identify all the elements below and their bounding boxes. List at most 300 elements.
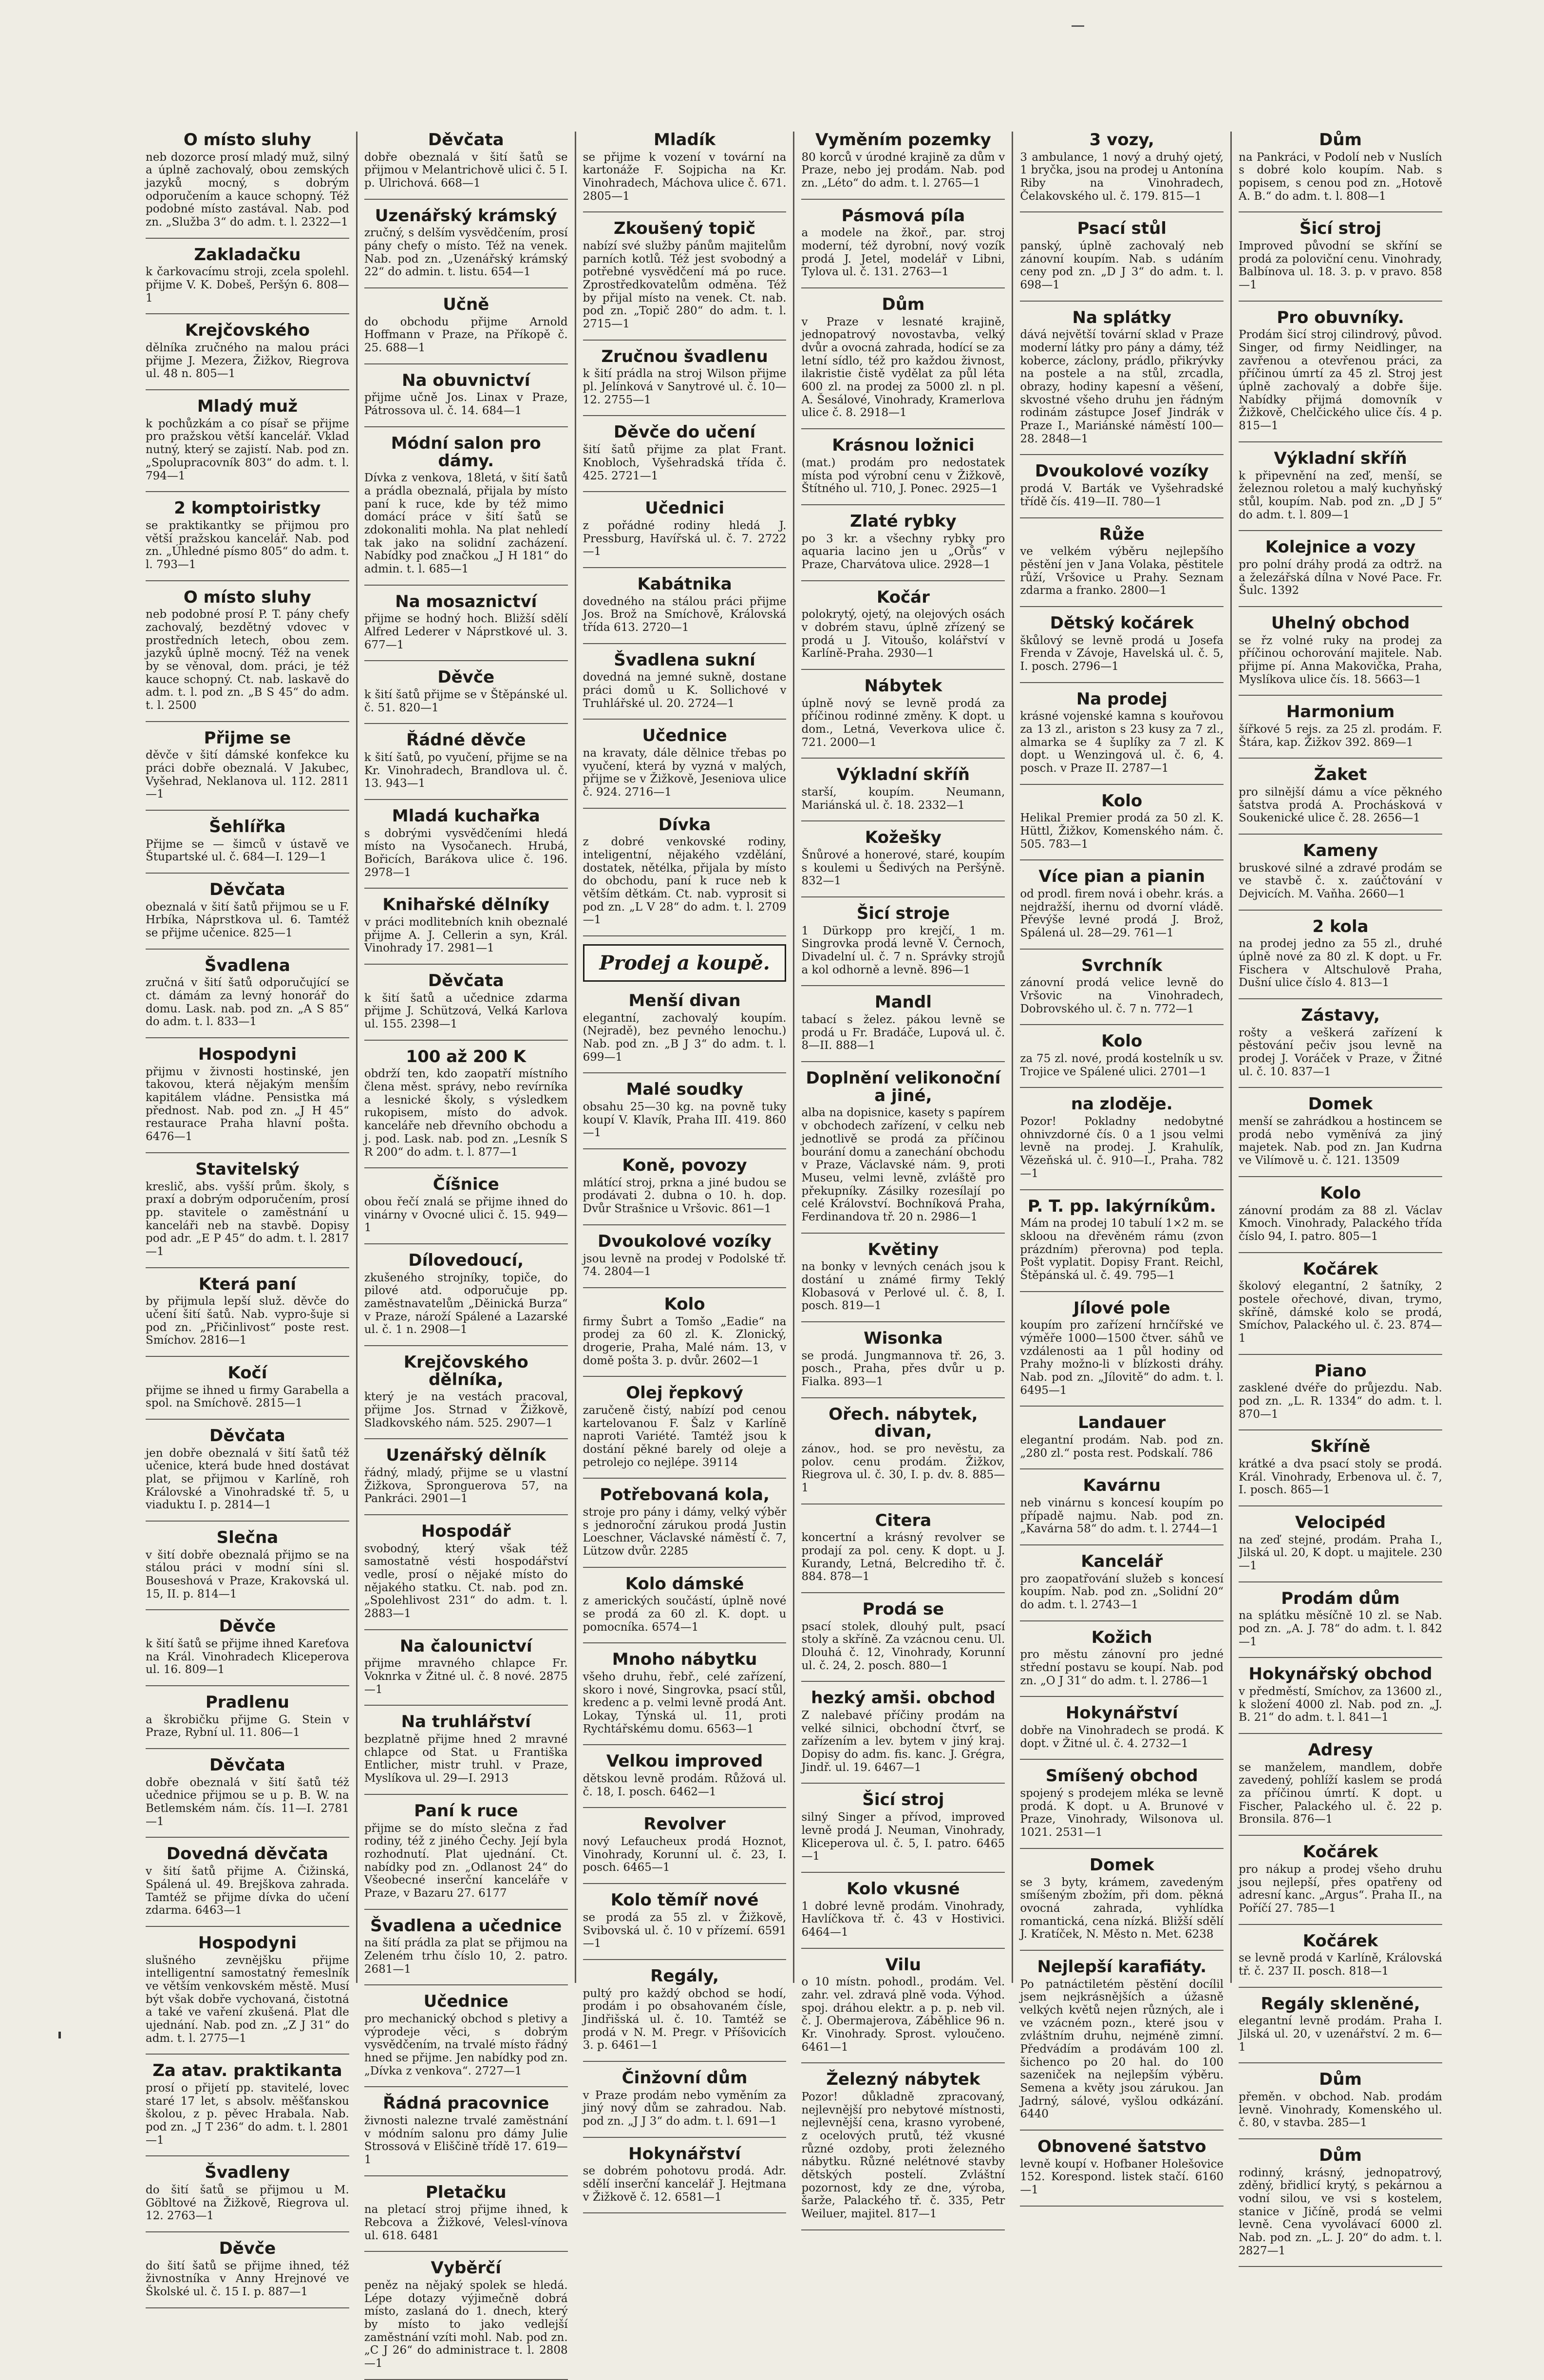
classified-ad xyxy=(583,1486,787,1558)
ad-body: škůlový se levně prodá u Josefa Frenda v Závoje, Havelská ul. č. 5, I. posch. 2796—1 xyxy=(1020,634,1224,673)
ad-divider xyxy=(364,964,568,965)
ad-body: koupím pro zařízení hrnčířské ve výměře 1000—1500 čtver. sáhů ve vzdálenosti aa 1 půl hodiny od Prahy možno-li v blízkosti dráhy. Nab. pod zn. „Jílovitě“ do adm. t. l. 6495—1 xyxy=(1020,1319,1224,1397)
classified-ad xyxy=(364,2095,568,2166)
classified-ad xyxy=(1020,691,1224,775)
ad-heading: hezký amši. obchod xyxy=(811,1688,996,1708)
ad-body: pro mechanický obchod s pletivy a výprodeje věci, s dobrým vysvědčením, na trvalé místo řádný hned se přijme. Jen nabídky pod zn. „Dívka z venkova“. 2727—1 xyxy=(364,2012,568,2077)
ad-body: na Pankráci, v Podolí neb v Nuslích s dobré kolo koupím. Nab. s popisem, s cenou pod zn. „Hotově A. B.“ do adm. t. l. 808—1 xyxy=(1239,151,1442,203)
ad-heading: Zlaté rybky xyxy=(850,511,957,531)
classified-ad xyxy=(1239,1261,1442,1345)
classified-ad xyxy=(801,1881,1005,1939)
ad-heading: Mladá kuchařka xyxy=(392,806,540,826)
ad-heading: Šicí stroje xyxy=(856,904,950,924)
ad-heading: Velocipéd xyxy=(1295,1512,1386,1532)
ad-heading: Pletačku xyxy=(425,2182,507,2202)
ad-body: elegantní prodám. Nab. pod zn. „280 zl.“ posta rest. Podskalí. 786 xyxy=(1020,1433,1224,1460)
ad-body: nabízí své služby pánům majitelům parních kotlů. Též jest svobodný a potřebné vysvědčení má po ruce. Zprostředkovatelům odměna. Též by přijal místo na venek. Ct. nab. pod zn. „Topič 280“ do adm. t. l. 2715—1 xyxy=(583,240,787,331)
ad-heading: Kočárek xyxy=(1302,1842,1378,1862)
ad-body: polokrytý, ojetý, na olejových osách v dobrém stavu, úplně zřízený se prodá u J. Vitoušo, kolářství v Karlíně-Praha. 2930—1 xyxy=(801,608,1005,660)
ad-heading: Mnoho nábytku xyxy=(612,1650,757,1670)
ad-divider xyxy=(583,1807,787,1808)
ad-heading: Hospodyni xyxy=(198,1045,297,1065)
ad-divider xyxy=(1020,1620,1224,1621)
ad-divider xyxy=(364,2086,568,2087)
ad-divider xyxy=(146,580,349,581)
ad-heading: Na splátky xyxy=(1072,307,1171,327)
classified-ad xyxy=(1239,1666,1442,1724)
ad-heading: Na truhlářství xyxy=(401,1712,531,1732)
ad-divider xyxy=(1239,1087,1442,1088)
classified-ad xyxy=(583,348,787,407)
classified-ad xyxy=(1020,957,1224,1016)
ad-heading: Vyměním pozemky xyxy=(815,130,991,150)
ad-heading: Kočárek xyxy=(1302,1931,1378,1951)
ad-divider xyxy=(364,1438,568,1439)
ad-body: Šnůrové a honerové, staré, koupím s koulemi u Šedivých na Peršýně. 832—1 xyxy=(801,849,1005,888)
ad-heading: Děvčata xyxy=(209,880,285,900)
classified-ad xyxy=(801,766,1005,812)
classified-ad xyxy=(364,132,568,190)
ad-divider xyxy=(364,287,568,288)
ad-heading: Dům xyxy=(1319,2070,1362,2090)
ad-divider xyxy=(583,935,787,936)
ad-heading: Dětský kočárek xyxy=(1050,613,1194,633)
ad-heading: Ořech. nábytek, divan, xyxy=(828,1404,978,1442)
classified-ad xyxy=(1239,1096,1442,1167)
ad-heading: Paní k ruce xyxy=(414,1801,518,1821)
ad-divider xyxy=(1239,910,1442,911)
ad-divider xyxy=(1239,1835,1442,1836)
ad-divider xyxy=(146,2054,349,2055)
classified-ad xyxy=(801,2071,1005,2220)
classified-ad xyxy=(1239,1185,1442,1243)
ad-divider xyxy=(364,2379,568,2380)
ad-heading: Mladý muž xyxy=(197,397,298,417)
ad-divider xyxy=(801,1948,1005,1949)
ad-heading: Psací stůl xyxy=(1077,219,1167,239)
ad-heading: Revolver xyxy=(643,1814,726,1834)
ad-body: Mám na prodej 10 tabulí 1×2 m. se skloou na dřevěném rámu (zvon prázdním) přerovna) pod tepla. Pošt vyplatit. Dopisy Frant. Reichl, Štěpánská ul. č. 49. 795—1 xyxy=(1020,1217,1224,1282)
ad-body: všeho druhu, řebř., celé zařízení, skoro i nové, Singrovka, psací stůl, kredenc a p. velmi levně prodá Ant. Lokay, Týnská ul. 11, proti Rychtářskému domu. 6563—1 xyxy=(583,1671,787,1735)
ad-divider xyxy=(801,504,1005,505)
ad-divider xyxy=(583,1567,787,1568)
classified-ad xyxy=(146,1618,349,1676)
ad-heading: Dvoukolové vozíky xyxy=(598,1231,772,1251)
ad-body: na zeď stejné, prodám. Praha I., Jilská ul. 20, K dopt. u majitele. 230—1 xyxy=(1239,1533,1442,1573)
ad-body: pro nákup a prodej všeho druhu jsou nejlepší, přes opatřeny od adresní kanc. „Argus“. Praha II., na Poříčí 27. 785—1 xyxy=(1239,1863,1442,1915)
ad-heading: Nejlepší karafiáty. xyxy=(1037,1957,1207,1977)
ad-heading: 2 komptoiristky xyxy=(174,498,321,518)
classified-ad xyxy=(583,132,787,203)
ad-divider xyxy=(364,1629,568,1630)
ad-heading: Švadleny xyxy=(205,2163,290,2183)
ad-heading: Obnovené šatstvo xyxy=(1037,2136,1206,2156)
ad-divider xyxy=(1020,211,1224,212)
classified-ad xyxy=(801,1241,1005,1313)
ad-body: a modele na žkoř., par. stroj moderní, též dyrobní, nový vozík prodá J. Jetel, modelář v Libni, Tylova ul. č. 131. 2763—1 xyxy=(801,227,1005,279)
ad-body: řádný, mladý, přijme se u vlastní Žižkova, Spronguerova 57, na Pankráci. 2901—1 xyxy=(364,1466,568,1505)
ad-divider xyxy=(583,491,787,492)
classified-ad xyxy=(146,1694,349,1739)
ad-body: firmy Šubrt a Tomšo „Eadie“ na prodej za 60 zl. K. Zlonický, drogerie, Praha, Malé nám. 13, v domě pošta 3. p. dvůr. 2602—1 xyxy=(583,1315,787,1367)
ad-heading: O místo sluhy xyxy=(183,587,311,607)
ad-divider xyxy=(364,1909,568,1910)
classified-ad xyxy=(1239,1007,1442,1078)
ad-body: dobře obeznalá v šití šatů též učednice přijmou se u p. B. W. na Betlemském nám. čís. 11—I. 2781—1 xyxy=(146,1776,349,1828)
ad-body: zasklené dvéře do průjezdu. Nab. pod zn. „L. R. 1334“ do adm. t. l. 870—1 xyxy=(1239,1382,1442,1421)
ad-body: se prodá za 55 zl. v Žižkově, Svibovská ul. č. 10 v přízemí. 6591—1 xyxy=(583,1911,787,1950)
ad-body: k šití šatů se přijme ihned Kareťova na Král. Vinohradech Kliceperova ul. 16. 809—1 xyxy=(146,1637,349,1676)
column-5 xyxy=(1013,130,1232,2196)
ad-divider xyxy=(146,1926,349,1927)
ad-body: děvče v šití dámské konfekce ku práci dobře obeznalá. V Jakubec, Vyšehrad, Neklanova ul. 112. 2811—1 xyxy=(146,749,349,801)
ad-divider xyxy=(1239,1429,1442,1430)
ad-divider xyxy=(364,1243,568,1244)
ad-divider xyxy=(364,1167,568,1168)
ad-body: do šití šatů se přijme ihned, též živnostníka v Anny Hrejnové ve Školské ul. č. 15 I. p. 887—1 xyxy=(146,2259,349,2299)
ad-body: spojený s prodejem mléka se levně prodá. K dopt. u A. Brunové v Praze, Vinohrady, Wilsonova ul. 1021. 2531—1 xyxy=(1020,1787,1224,1839)
ad-divider xyxy=(364,1705,568,1706)
ad-heading: Švadlena xyxy=(205,955,290,975)
ad-divider xyxy=(583,1376,787,1377)
classified-ad xyxy=(1239,1996,1442,2054)
ad-heading: Mladík xyxy=(654,130,716,150)
ad-heading: P. T. pp. lakýrníkům. xyxy=(1027,1196,1216,1216)
ad-divider xyxy=(1239,441,1442,442)
ad-heading: Vyběrčí xyxy=(431,2258,501,2278)
classified-ad xyxy=(1239,1363,1442,1421)
classified-ad xyxy=(146,2062,349,2147)
ad-heading: Na čalounictví xyxy=(399,1636,532,1656)
ad-divider xyxy=(801,1397,1005,1398)
ad-heading: Učednici xyxy=(645,498,724,518)
ad-heading: Landauer xyxy=(1078,1413,1166,1433)
classified-ad xyxy=(364,1252,568,1336)
classified-ad xyxy=(1239,2147,1442,2257)
ad-heading: Dvoukolové vozíky xyxy=(1035,461,1209,481)
classified-ad xyxy=(364,296,568,355)
ad-divider xyxy=(146,238,349,239)
ad-heading: Hokynářský obchod xyxy=(1248,1664,1432,1684)
classified-ad xyxy=(801,1690,1005,1774)
classified-ad xyxy=(364,208,568,279)
ad-heading: Regály skleněné, xyxy=(1261,1994,1420,2014)
ad-divider xyxy=(146,1152,349,1153)
ad-body: krásné vojenské kamna s kouřovou za 13 zl., ariston s 23 kusy za 7 zl., almarka se 4 šuplíky za 7 zl. K dopt. u Wenzingová ul. č. 6, 4. posch. v Praze II. 2787—1 xyxy=(1020,710,1224,775)
ad-heading: na zloděje. xyxy=(1071,1094,1173,1114)
classified-ad xyxy=(364,1447,568,1505)
classified-ad xyxy=(583,817,787,927)
ad-heading: Svrchník xyxy=(1081,955,1163,975)
classified-ad xyxy=(583,576,787,634)
ad-divider xyxy=(146,2307,349,2308)
ad-divider xyxy=(801,1592,1005,1593)
classified-ad xyxy=(583,2070,787,2128)
ad-divider xyxy=(1020,1696,1224,1697)
ad-body: obeznalá v šití šatů přijmou se u F. Hrbíka, Náprstkova ul. 6. Tamtéž se přijme učenice. 825—1 xyxy=(146,900,349,940)
classified-ad xyxy=(583,1651,787,1735)
ad-heading: Která paní xyxy=(198,1274,297,1294)
classified-ad xyxy=(146,1846,349,1917)
ad-divider xyxy=(583,808,787,809)
ad-heading: Číšnice xyxy=(433,1175,499,1195)
classified-ad xyxy=(1239,704,1442,749)
classified-ad xyxy=(1239,1742,1442,1826)
classified-ad xyxy=(801,437,1005,495)
ad-divider xyxy=(364,2251,568,2252)
classified-ad xyxy=(801,1406,1005,1495)
ad-heading: Zkoušený topič xyxy=(613,219,756,239)
ad-heading: Děvčata xyxy=(428,971,504,991)
ad-heading: Smíšený obchod xyxy=(1045,1766,1198,1786)
ad-divider xyxy=(1020,1848,1224,1849)
ad-divider xyxy=(583,415,787,416)
ad-body: psací stolek, dlouhý pult, psací stoly a skříně. Za vzácnou cenu. Ul. Dlouhá č. 12, Vinohrady, Korunní ul. č. 24, 2. posch. 880—1 xyxy=(801,1620,1005,1672)
ad-body: zručná v šití šatů odporučující se ct. dámám za levný honorář do domu. Lask. nab. pod zn. „A S 85“ do adm. t. l. 833—1 xyxy=(146,976,349,1028)
ad-body: zručný, s delším vysvědčením, prosí pány chefy o místo. Též na venek. Nab. pod zn. „Uzenářský krámský 22“ do admin. t. listu. 654—1 xyxy=(364,227,568,279)
classified-ad xyxy=(1020,615,1224,673)
classified-ad xyxy=(583,727,787,799)
ad-divider xyxy=(146,721,349,722)
classified-ad xyxy=(364,732,568,790)
classified-ad xyxy=(1020,1477,1224,1536)
classified-ad xyxy=(1020,526,1224,597)
classified-ad xyxy=(364,1803,568,1900)
classified-ad xyxy=(364,1918,568,1976)
ad-body: krátké a dva psací stoly se prodá. Král. Vinohrady, Erbenova ul. č. 7, I. posch. 865—1 xyxy=(1239,1457,1442,1497)
ad-body: dovedného na stálou práci přijme Jos. Brož na Smíchově, Královská třída 613. 2720—1 xyxy=(583,595,787,634)
ad-body: pro silnější dámu a více pěkného šatstva prodá A. Prochásková v Soukenické ulice č. 28. 2656—1 xyxy=(1239,785,1442,825)
ad-body: obsahu 25—30 kg. na povně tuky koupí V. Klavík, Praha III. 419. 860—1 xyxy=(583,1101,787,1140)
classified-columns xyxy=(139,130,1449,2370)
ad-body: se levně prodá v Karlíně, Královská tř. č. 237 II. posch. 818—1 xyxy=(1239,1952,1442,1978)
ad-body: se dobrém pohotovu prodá. Adr. sdělí inserční kancelář J. Hejtmana v Žižkově č. 12. 6581—1 xyxy=(583,2165,787,2204)
ad-divider xyxy=(801,896,1005,897)
classified-ad xyxy=(801,1957,1005,2054)
classified-ad xyxy=(801,589,1005,660)
ad-divider xyxy=(146,1356,349,1357)
ad-body: přeměn. v obchod. Nab. prodám levně. Vinohrady, Komenského ul. č. 80, v stavba. 285—1 xyxy=(1239,2090,1442,2130)
ad-divider xyxy=(583,719,787,720)
ad-body: rošty a veškerá zařízení k pěstování pečiv jsou levně na prodej J. Voráček v Praze, v Žitné ul. č. 10. 837—1 xyxy=(1239,1026,1442,1078)
classified-ad xyxy=(364,1176,568,1235)
ad-divider xyxy=(146,1419,349,1420)
ad-heading: Zakladačku xyxy=(194,245,301,265)
ad-divider xyxy=(801,2229,1005,2230)
ad-divider xyxy=(583,2212,787,2213)
ad-heading: Domek xyxy=(1089,1855,1154,1875)
ad-divider xyxy=(146,1837,349,1838)
ad-divider xyxy=(801,428,1005,429)
ad-body: přijme mravného chlapce Fr. Voknrka v Žitné ul. č. 8 nové. 2875—1 xyxy=(364,1657,568,1696)
ad-divider xyxy=(364,1984,568,1985)
classified-ad xyxy=(364,669,568,714)
ad-body: živnosti nalezne trvalé zaměstnání v módním salonu pro dámy Julie Strossová v Eliščině třídě 17. 619—1 xyxy=(364,2114,568,2166)
ad-heading: Nábytek xyxy=(864,676,942,696)
ad-heading: Olej řepkový xyxy=(626,1383,743,1403)
ad-divider xyxy=(583,211,787,212)
ad-body: k připevnění na zeď, menší, se železnou roletou a malý kuchyňský stůl, koupím. Nab. pod zn. „D J 5“ do adm. t. l. 809—1 xyxy=(1239,469,1442,521)
ad-heading: Krásnou ložnici xyxy=(832,436,975,456)
ad-divider xyxy=(801,2062,1005,2063)
ad-divider xyxy=(801,1233,1005,1234)
ad-body: Přijme se — šimců v ústavě ve Štupartské ul. č. 684—I. 129—1 xyxy=(146,838,349,864)
ad-heading: 3 vozy, xyxy=(1089,130,1154,150)
ad-heading: Kočí xyxy=(227,1363,267,1383)
ad-body: z dobré venkovské rodiny, inteligentní, nějakého vzdělání, dostatek, nětélka, přijala by místo do obchodu, paní k ruce neb k větším dětkám. Ct. nab. vyprosit si pod zn. „L V 28“ do adm. t. l. 2709—1 xyxy=(583,836,787,927)
ad-divider xyxy=(583,340,787,341)
ad-divider xyxy=(801,580,1005,581)
ad-body: se přijme k vození v tovární na kartonáže F. Sojpicha na Kr. Vinohradech, Máchova ulice č. 671. 2805—1 xyxy=(583,151,787,203)
classified-ad xyxy=(1239,1933,1442,1978)
ad-divider xyxy=(146,1609,349,1610)
ad-body: do obchodu přijme Arnold Hoffmann v Praze, na Příkopě č. 25. 688—1 xyxy=(364,315,568,355)
classified-ad xyxy=(1020,868,1224,939)
ad-divider xyxy=(801,1321,1005,1322)
classified-ad xyxy=(146,322,349,381)
classified-ad xyxy=(583,424,787,482)
classified-ad xyxy=(801,1512,1005,1583)
ad-divider xyxy=(801,1783,1005,1784)
classified-ad xyxy=(1020,1300,1224,1397)
classified-ad xyxy=(364,1714,568,1785)
ad-divider xyxy=(1239,530,1442,531)
ad-divider xyxy=(801,985,1005,986)
classified-ad xyxy=(583,1576,787,1634)
ad-divider xyxy=(364,585,568,586)
ad-heading: Knihařské dělníky xyxy=(382,895,550,915)
ad-divider xyxy=(364,660,568,661)
ad-body: Dívka z venkova, 18letá, v šití šatů a prádla obeznalá, přijala by místo paní k ruce, kde by též mimo domácí práce v šití šatů se zdokonaliti mohla. Na plat nehledí tak jako na solidní zacházení. Nabídky pod značkou „J H 181“ do admin. t. l. 685—1 xyxy=(364,472,568,575)
ad-body: na pletací stroj přijme ihned, k Rebcova a Žižkové, Velesl-vínova ul. 618. 6481 xyxy=(364,2203,568,2242)
classified-ad xyxy=(146,730,349,801)
ad-divider xyxy=(1020,1544,1224,1545)
classified-ad xyxy=(1020,1768,1224,1839)
margin-mark xyxy=(58,2032,61,2038)
ad-body: by přijmula lepší služ. děvče do učení šití šatů. Nab. vypro-šuje si pod zn. „Přičinlivost“ poste rest. Smíchov. 2816—1 xyxy=(146,1295,349,1347)
classified-ad xyxy=(801,1330,1005,1389)
ad-body: se manželem, mandlem, dobře zavedený, pohlíží kaslem se prodá za příčinou úmrtí. K dopt. u Fischer, Palackého ul. č. 22 p. Bronsila. 876—1 xyxy=(1239,1761,1442,1826)
ad-heading: Koně, povozy xyxy=(622,1156,747,1176)
classified-ad xyxy=(1020,1198,1224,1282)
classified-ad xyxy=(801,1070,1005,1223)
ad-body: z amerických součástí, úplně nové se prodá za 60 zl. K. dopt. u pomocníka. 6574—1 xyxy=(583,1595,787,1634)
column-2 xyxy=(358,130,576,2370)
classified-ad xyxy=(1239,450,1442,521)
ad-body: na prodej jedno za 55 zl., druhé úplně nové za 80 zl. K dopt. u Fr. Fischera v Altschulově Praha, Dušní ulice číslo 4. 813—1 xyxy=(1239,937,1442,990)
ad-body: neb vinárnu s koncesí koupím po případě najmu. Nab. pod zn. „Kavárna 58“ do adm. t. l. 2744—1 xyxy=(1020,1496,1224,1536)
ad-heading: Prodá se xyxy=(862,1599,944,1619)
ad-heading: Skříně xyxy=(1310,1437,1371,1457)
ad-divider xyxy=(364,426,568,427)
classified-ad xyxy=(364,2184,568,2243)
ad-divider xyxy=(1020,1189,1224,1190)
ad-divider xyxy=(583,2061,787,2062)
ad-heading: Za atav. praktikanta xyxy=(152,2061,342,2081)
classified-ad xyxy=(801,1791,1005,1863)
ad-body: nový Lefaucheux prodá Hoznot, Vinohrady, Korunní ul. č. 23, I. posch. 6465—1 xyxy=(583,1835,787,1874)
ad-divider xyxy=(583,1883,787,1884)
ad-divider xyxy=(583,1224,787,1225)
ad-divider xyxy=(1239,1987,1442,1988)
ad-divider xyxy=(1020,1024,1224,1025)
classified-ad xyxy=(801,513,1005,571)
ad-body: starší, koupím. Neumann, Mariánská ul. č. 18. 2332—1 xyxy=(801,785,1005,812)
classified-ad xyxy=(364,435,568,576)
ad-body: ve velkém výběru nejlepšího pěstění jen v Jana Volaka, pěstitele růží, Vršovice u Prahy. Seznam zdarma a franko. 2800—1 xyxy=(1020,545,1224,597)
ad-divider xyxy=(1239,695,1442,696)
ad-heading: Švadlena a učednice xyxy=(370,1916,562,1936)
ad-body: a škrobičku přijme G. Stein v Praze, Rybní ul. 11. 806—1 xyxy=(146,1713,349,1739)
ad-divider xyxy=(1239,606,1442,607)
classified-ad xyxy=(583,1157,787,1216)
ad-body: z pořádné rodiny hledá J. Pressburg, Havířská ul. č. 7. 2722—1 xyxy=(583,519,787,558)
ad-divider xyxy=(583,567,787,568)
classified-ad xyxy=(801,296,1005,419)
ad-body: stroje pro pány i dámy, velký výběr s jednoroční zárukou prodá Justin Loeschner, Václavské náměstí č. 7, Lützow dvůr. 2285 xyxy=(583,1505,787,1558)
ad-divider xyxy=(364,2175,568,2176)
ad-body: zaručeně čistý, nabízí pod cenou kartelovanou F. Šalz v Karlíně naproti Variété. Tamtéž jsou k dostání pěkné barely od oleje a petrolejo co nejlépe. 39114 xyxy=(583,1404,787,1469)
classified-ad xyxy=(364,372,568,418)
ad-heading: Děvče do učení xyxy=(613,422,756,442)
classified-ad xyxy=(583,992,787,1064)
column-4 xyxy=(794,130,1013,2220)
classified-ad xyxy=(364,896,568,955)
classified-ad xyxy=(146,881,349,940)
ad-divider xyxy=(1020,1950,1224,1951)
ad-body: tabací s želez. pákou levně se prodá u Fr. Bradáče, Lupová ul. č. 8—II. 888—1 xyxy=(801,1013,1005,1052)
ad-body: dobře na Vinohradech se prodá. K dopt. v Žitné ul. č. 4. 2732—1 xyxy=(1020,1724,1224,1750)
classified-ad xyxy=(583,1892,787,1950)
ad-body: k šití šatů, po vyučení, přijme se na Kr. Vinohradech, Brandlova ul. č. 13. 943—1 xyxy=(364,751,568,790)
ad-body: dává největší tovární sklad v Praze moderní látky pro pány a dámy, též koberce, záclony, prádlo, přikrývky na postele a na stůl, zrcadla, obrazy, hodiny kapesní a věšení, skvostné všeho druhu jen řádným rodinám zástupce Josef Jindrák v Praze I., Mariánské náměstí 100—28. 2848—1 xyxy=(1020,328,1224,445)
ad-heading: Kameny xyxy=(1302,841,1378,860)
classified-ad xyxy=(1239,539,1442,597)
ad-divider xyxy=(364,199,568,200)
ad-heading: 100 až 200 K xyxy=(406,1047,527,1066)
classified-ad xyxy=(146,247,349,305)
classified-ad xyxy=(801,208,1005,279)
ad-body: v šití dobře obeznalá přijmo se na stálou práci v modní síni sl. Bouseshová v Praze, Krakovská ul. 15, II. p. 814—1 xyxy=(146,1548,349,1600)
classified-ad xyxy=(146,1046,349,1143)
classified-ad xyxy=(583,2146,787,2204)
ad-body: Improved původní se skříní se prodá za poloviční cenu. Vinohrady, Balbínova ul. 18. 3. p. v pravo. 858—1 xyxy=(1239,240,1442,292)
ad-body: k šití šatů přijme se v Štěpánské ul. č. 51. 820—1 xyxy=(364,688,568,714)
ad-heading: Dům xyxy=(882,295,925,315)
ad-body: 1 dobré levně prodám. Vinohrady, Havlíčkova tř. č. 43 v Hostivici. 6464—1 xyxy=(801,1900,1005,1939)
ad-divider xyxy=(1020,949,1224,950)
ad-body: elegantní, zachovalý koupím. (Nejradě), bez pevného lenochu.) Nab. pod zn. „B J 3“ do adm. t. l. 699—1 xyxy=(583,1011,787,1064)
ad-body: menší se zahrádkou a hostincem se prodá nebo vyměnívá za jiný majetek. Nab. pod zn. Jan Kudrna ve Vilímově u. č. 121. 13509 xyxy=(1239,1115,1442,1167)
classified-ad xyxy=(583,652,787,710)
ad-heading: Kolo xyxy=(1319,1183,1361,1203)
classified-ad xyxy=(801,132,1005,190)
classified-ad xyxy=(583,1968,787,2052)
ad-body: šití šatů přijme za plat Frant. Knobloch, Vyšehradská třída č. 425. 2721—1 xyxy=(583,443,787,482)
ad-heading: 2 kola xyxy=(1312,916,1369,936)
ad-divider xyxy=(1020,301,1224,302)
ad-body: 80 korců v úrodné krajině za dům v Praze, nebo jej prodám. Nab. pod zn. „Léto“ do adm. t. l. 2765—1 xyxy=(801,151,1005,190)
ad-divider xyxy=(801,820,1005,821)
ad-divider xyxy=(801,1872,1005,1873)
classified-ad xyxy=(364,593,568,652)
ad-heading: Vilu xyxy=(885,1955,922,1975)
ad-body: prodá V. Barták ve Vyšehradské třídě čís. 419—II. 780—1 xyxy=(1020,482,1224,508)
ad-body: zkušeného strojníky, topiče, do pilové atd. odporučuje pp. zaměstnavatelům „Děinická Burza“ v Praze, nároží Spálené a Lazarské ul. č. 1 n. 2908—1 xyxy=(364,1271,568,1336)
classified-ad xyxy=(146,1276,349,1347)
ad-heading: Květiny xyxy=(867,1239,939,1259)
classified-ad xyxy=(146,1365,349,1410)
